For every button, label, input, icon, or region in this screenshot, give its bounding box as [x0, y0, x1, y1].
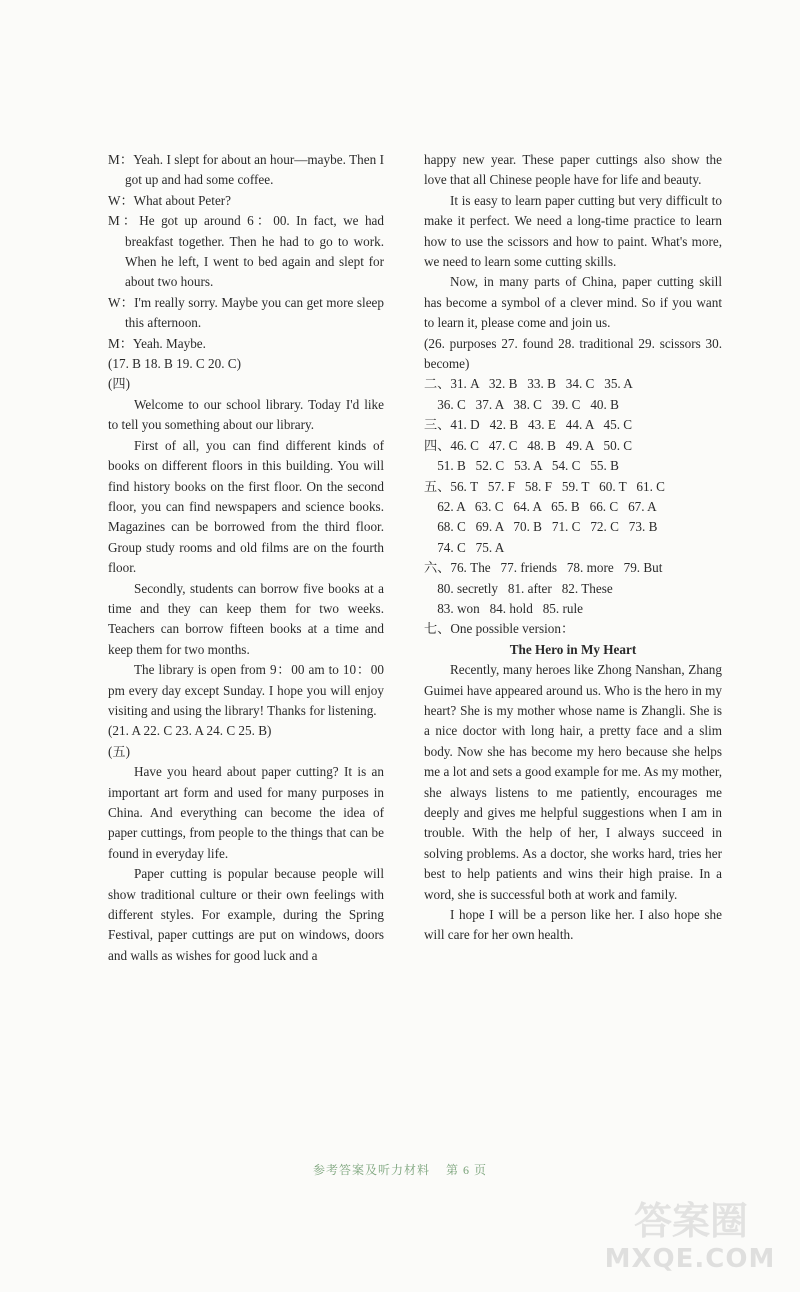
answer-row: 68. C 69. A 70. B 71. C 72. C 73. B — [424, 519, 658, 535]
answer-row: 五、56. T 57. F 58. F 59. T 60. T 61. C — [424, 478, 665, 494]
answer-row: 六、76. The 77. friends 78. more 79. But — [424, 560, 663, 576]
dialogue-line: W：What about Peter? — [108, 192, 232, 208]
answer-row: 74. C 75. A — [424, 539, 505, 555]
paragraph: The library is open from 9：00 am to 10：00 pm every day except Sunday. I hope you will enjoy visiting and using the library! Thanks for listening. — [108, 662, 384, 718]
answer-row: 四、46. C 47. C 48. B 49. A 50. C — [424, 437, 633, 453]
dialogue-line: M：Yeah. Maybe. — [108, 335, 206, 351]
paragraph: Now, in many parts of China, paper cutting skill has become a symbol of a clever mind. So if you want to learn it, please come and join us. — [424, 274, 722, 331]
dialogue-line: M：Yeah. I slept for about an hour—maybe. Then I got up and had some coffee. — [108, 152, 384, 188]
answer-row: 36. C 37. A 38. C 39. C 40. B — [424, 396, 619, 412]
answer-row: 80. secretly 81. after 82. These — [424, 580, 613, 596]
paragraph: First of all, you can find different kinds of books on different floors in this building. You will find history books on the first floor. On the second floor, you can find newspapers and science books. Magazines can be borrowed from the third floor. Group study rooms and old films are on the fourth floor. — [108, 437, 384, 576]
page-number: 第 6 页 — [446, 1163, 488, 1177]
paragraph: Paper cutting is popular because people will show traditional culture or their own feelings with different styles. For example, during the Spring Festival, paper cuttings are put on windows, doors and walls as wishes for good luck and a — [108, 866, 384, 963]
answer-row: 62. A 63. C 64. A 65. B 66. C 67. A — [424, 498, 657, 514]
paragraph: Secondly, students can borrow five books at a time and they can keep them for two weeks. Teachers can borrow fifteen books at a time and keep them for two months. — [108, 580, 384, 657]
left-column — [108, 150, 384, 966]
paragraph: Welcome to our school library. Today I'd like to tell you something about our library. — [108, 396, 384, 433]
watermark-site: MXQE.COM — [604, 1244, 776, 1274]
paragraph: Recently, many heroes like Zhong Nanshan, Zhang Guimei have appeared around us. Who is the hero in my heart? She is my mother whose name is Zhangli. She is a nice doctor with long hair, a pretty face and a slim body. Now she has become my hero because she helps me a lot and sets a good example for me. As my mother, she always listens to me patiently, encourages me deeply and gives me helpful suggestions when I am in trouble. With the help of her, I always succeed in solving problems. As a doctor, she works hard, tries her best to help patients and wins their high praise. In a word, she is successful both at work and family. — [424, 662, 722, 902]
answer-row: 83. won 84. hold 85. rule — [424, 600, 583, 616]
page-footer — [0, 1161, 800, 1178]
dialogue-line: W：I'm really sorry. Maybe you can get more sleep this afternoon. — [108, 294, 385, 331]
section-heading: (四) — [108, 376, 130, 392]
paragraph: It is easy to learn paper cutting but very difficult to make it perfect. We need a long-time practice to learn how to use the scissors and how to paint. What's more, we need to learn some cutting skills. — [424, 192, 722, 270]
watermark-logo: 答案圈 — [633, 1199, 748, 1243]
paragraph: Have you heard about paper cutting? It is an important art form and used for many purposes in China. And everything can become the idea of paper cuttings, from people to the things that can be found in everyday life. — [108, 764, 384, 861]
answer-key-26-30: (26. purposes 27. found 28. traditional 29. scissors 30. become) — [424, 335, 722, 372]
answer-key-21-25: (21. A 22. C 23. A 24. C 25. B) — [108, 723, 272, 739]
dialogue-line: M：He got up around 6：00. In fact, we had breakfast together. Then he had to go to work. When he left, I went to bed again and slept for about two hours. — [108, 213, 385, 290]
watermark — [590, 1196, 790, 1286]
answer-row: 二、31. A 32. B 33. B 34. C 35. A — [424, 376, 633, 392]
right-column — [424, 150, 722, 946]
footer-title: 参考答案及听力材料 — [312, 1163, 430, 1177]
section-seven-label: 七、One possible version： — [424, 621, 575, 637]
essay-title: The Hero in My Heart — [509, 641, 637, 657]
answer-row: 51. B 52. C 53. A 54. C 55. B — [424, 458, 619, 474]
paragraph: happy new year. These paper cuttings also show the love that all Chinese people have for life and beauty. — [424, 152, 722, 188]
answer-row: 三、41. D 42. B 43. E 44. A 45. C — [424, 417, 633, 433]
paragraph: I hope I will be a person like her. I also hope she will care for her own health. — [424, 907, 722, 943]
answer-key-17-20: (17. B 18. B 19. C 20. C) — [108, 356, 241, 372]
section-heading: (五) — [108, 743, 130, 759]
